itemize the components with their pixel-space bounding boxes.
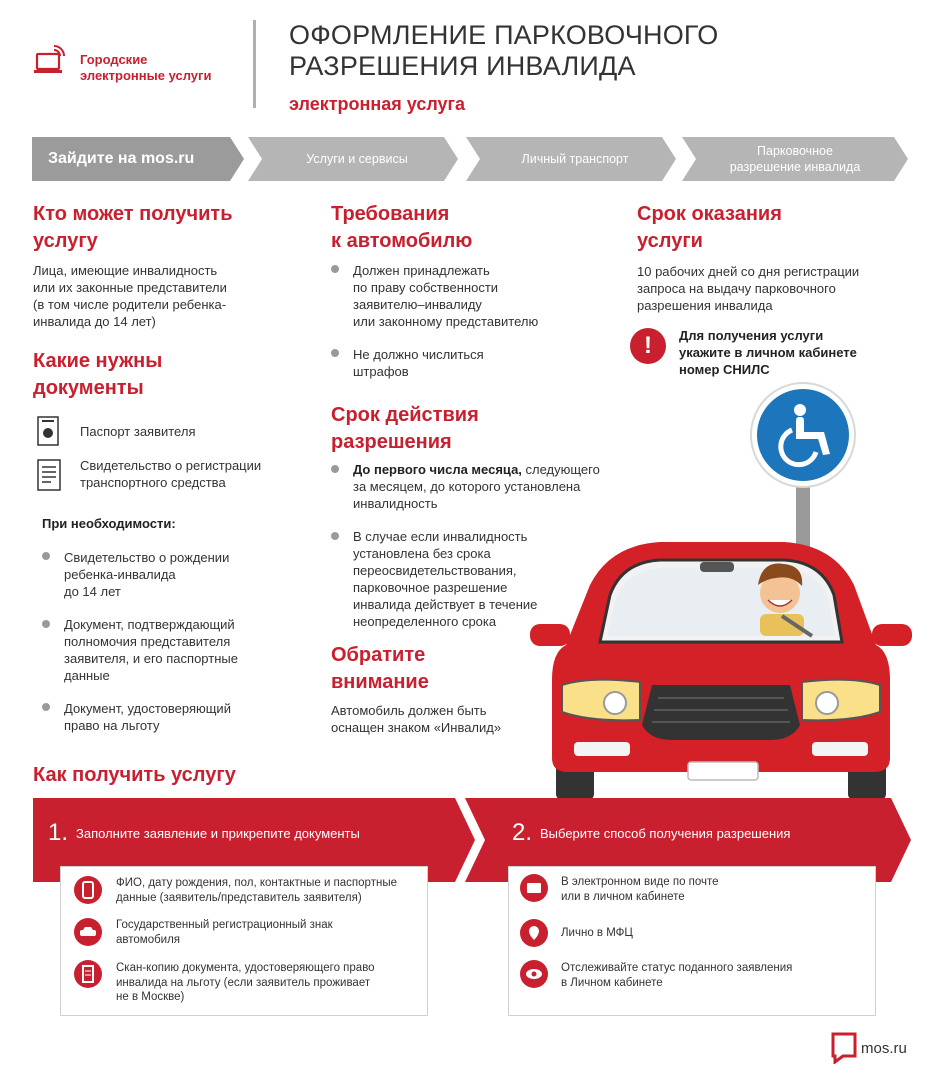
breadcrumb-step-transport[interactable]: Личный транспорт [521,152,629,166]
bullet [331,349,339,357]
doc-item-passport: Паспорт заявителя [80,424,196,439]
snils-notice: Для получения услуги укажите в личном кабинете номер СНИЛС [679,328,857,377]
bullet [331,265,339,273]
how-step-2: 2. Выберите способ получения разрешения [512,819,791,846]
validity-title: Срок действия разрешения [331,404,479,453]
doc-item-registration: Свидетельство о регистрации транспортного средства [80,458,262,490]
breadcrumb-step-services[interactable]: Услуги и сервисы [306,152,408,166]
attention-title: Обратите внимание [331,644,429,693]
header-divider [253,20,256,108]
bullet [42,703,50,711]
how-title: Как получить услугу [33,764,236,786]
breadcrumb-step-mos[interactable]: Зайдите на mos.ru [48,150,195,167]
step2-item-mfc: Лично в МФЦ [561,927,633,939]
how-step-1: 1. Заполните заявление и прикрепите документы [48,819,360,846]
step1-item-plate: Государственный регистрационный знак автомобиля [116,919,333,946]
car-req-fines: Не должно числиться штрафов [353,347,484,379]
who-text: Лица, имеющие инвалидность или их законные представители (в том числе родители ребенка- инвалида до 14 лет) [33,263,227,329]
if-needed-label: При необходимости: [42,516,176,531]
document-icon [74,960,102,988]
location-icon [520,919,548,947]
passport-icon [37,416,59,446]
who-title: Кто может получить услугу [33,203,233,252]
warning-icon: ! [630,328,666,364]
envelope-icon [520,874,548,902]
step1-item-scan: Скан-копию документа, удостоверяющего право инвалида на льготу (если заявитель проживает не в Москве) [116,962,375,1003]
validity-first-month: До первого числа месяца, следующего за месяцем, до которого установлена инвалидность [353,462,600,511]
car-req-title: Требования к автомобилю [331,203,473,252]
step2-item-online: В электронном виде по почте или в личном кабинете [561,876,719,903]
term-text: 10 рабочих дней со дня регистрации запроса на выдачу парковочного разрешения инвалида [637,264,860,313]
bullet [42,552,50,560]
bullet [42,620,50,628]
extra-doc-benefit: Документ, удостоверяющий право на льготу [64,701,231,733]
car-req-ownership: Должен принадлежать по праву собственности заявителю–инвалиду или законному представителю [353,263,539,329]
bullet [331,465,339,473]
car-illustration [530,380,912,802]
laptop-logo-icon [34,44,66,78]
certificate-icon [37,459,61,491]
logo-text: Городские электронные услуги [80,52,212,83]
page-subtitle: электронная услуга [289,94,466,114]
mos-ru-logo-icon [831,1032,857,1064]
docs-title: Какие нужны документы [33,350,163,399]
eye-icon [520,960,548,988]
logo [34,44,66,78]
page-title: ОФОРМЛЕНИЕ ПАРКОВОЧНОГО РАЗРЕШЕНИЯ ИНВАЛИДА [289,20,719,81]
step1-item-personal: ФИО, дату рождения, пол, контактные и паспортные данные (заявитель/представитель заявителя) [116,877,397,904]
validity-indefinite: В случае если инвалидность установлена без срока переосвидетельствования, парковочное разрешение инвалида действует в течение неопределенного срока [353,529,538,629]
attention-text: Автомобиль должен быть оснащен знаком «Инвалид» [331,703,502,735]
footer-brand[interactable]: mos.ru [861,1040,907,1057]
breadcrumb-step-permit[interactable]: Парковочное разрешение инвалида [729,144,861,174]
bullet [331,532,339,540]
car-icon [74,918,102,946]
step2-item-status: Отслеживайте статус поданного заявления в Личном кабинете [561,962,793,989]
extra-doc-birth: Свидетельство о рождении ребенка-инвалида до 14 лет [64,550,230,599]
extra-doc-authority: Документ, подтверждающий полномочия представителя заявителя, и его паспортные данные [64,617,238,683]
term-title: Срок оказания услуги [637,203,782,252]
phone-doc-icon [74,876,102,904]
